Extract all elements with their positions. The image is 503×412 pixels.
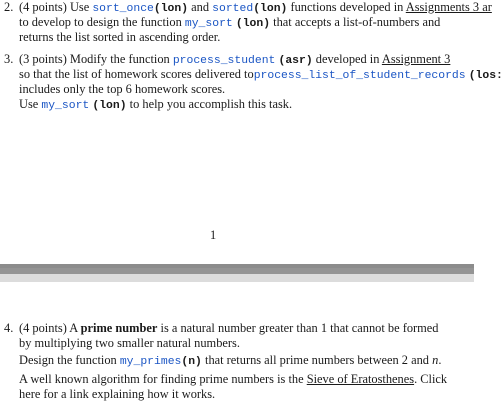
document-page-2 bbox=[0, 282, 474, 412]
process-student-arg: (asr) bbox=[278, 55, 313, 67]
q4-line-4 bbox=[19, 372, 447, 386]
q3-line-2-start: so that the list of homework scores delivered to bbox=[19, 67, 254, 81]
my-primes-function: my_primes bbox=[119, 356, 182, 368]
sieve-link[interactable]: Sieve of Eratosthenes bbox=[306, 372, 415, 386]
var-n: n bbox=[432, 353, 439, 367]
assignments-link[interactable]: Assignments 3 ar bbox=[405, 0, 492, 14]
q3-points: (3 points) Modify the function bbox=[19, 52, 170, 66]
q4-period: . bbox=[438, 353, 442, 367]
q2-line-1-tail: functions developed in bbox=[290, 0, 404, 14]
q4-line-1-tail: is a natural number greater than 1 that cannot be formed bbox=[160, 321, 439, 335]
q4-line-2: by multiplying two smaller natural numbers. bbox=[19, 336, 240, 350]
q4-points: (4 points) A bbox=[19, 321, 78, 335]
q3-line-2 bbox=[19, 67, 503, 83]
q2-line-2 bbox=[19, 15, 440, 31]
page-number: 1 bbox=[210, 228, 217, 242]
q2-points: (4 points) bbox=[19, 0, 67, 14]
q3-line-4 bbox=[19, 97, 292, 113]
q3-use: Use bbox=[19, 97, 39, 111]
q2-line-2-start: to develop to design the function bbox=[19, 15, 182, 29]
my-sort-function-ref: my_sort bbox=[41, 100, 90, 112]
q3-line-4-tail: to help you accomplish this task. bbox=[129, 97, 293, 111]
process-list-function: process_list_of_student_records bbox=[253, 70, 466, 82]
q2-line-3: returns the list sorted in ascending order. bbox=[19, 30, 221, 44]
q2-use: Use bbox=[69, 0, 90, 14]
sorted-function: sorted bbox=[212, 3, 254, 15]
assignment-3-link[interactable]: Assignment 3 bbox=[381, 52, 451, 66]
q4-line-3 bbox=[19, 353, 441, 369]
q4-line-3-mid: that returns all prime numbers between 2 and bbox=[205, 353, 429, 367]
q3-developed: developed in bbox=[315, 52, 380, 66]
q4-line-4-end: . Click bbox=[414, 372, 448, 386]
q4-line-5: here for a link explaining how it works. bbox=[19, 387, 216, 401]
sort-once-function: sort_once bbox=[92, 3, 154, 15]
my-sort-function: my_sort bbox=[184, 18, 233, 30]
my-primes-arg: (n) bbox=[181, 356, 202, 368]
q4-line-4-start: A well known algorithm for finding prime numbers is the bbox=[19, 372, 304, 386]
q4-line-1 bbox=[19, 321, 439, 335]
q2-line-1 bbox=[19, 0, 492, 16]
my-sort-arg: (lon) bbox=[235, 18, 271, 30]
sorted-arg: (lon) bbox=[253, 3, 288, 15]
q2-number: 2. bbox=[4, 0, 14, 14]
q2-line-2-end: that accepts a list-of-numbers and bbox=[273, 15, 441, 29]
page-break-divider bbox=[0, 268, 474, 274]
q3-line-1 bbox=[19, 52, 450, 68]
q3-line-3: includes only the top 6 homework scores. bbox=[19, 82, 226, 96]
my-sort-arg-ref: (lon) bbox=[92, 100, 127, 112]
q4-number: 4. bbox=[4, 321, 14, 335]
q2-and: and bbox=[191, 0, 210, 14]
prime-number-term: prime number bbox=[80, 321, 158, 335]
sort-once-arg: (lon) bbox=[153, 3, 189, 15]
process-student-function: process_student bbox=[172, 55, 276, 67]
q4-design: Design the function bbox=[19, 353, 117, 367]
process-list-arg: (los: bbox=[468, 70, 503, 82]
q3-number: 3. bbox=[4, 52, 14, 66]
